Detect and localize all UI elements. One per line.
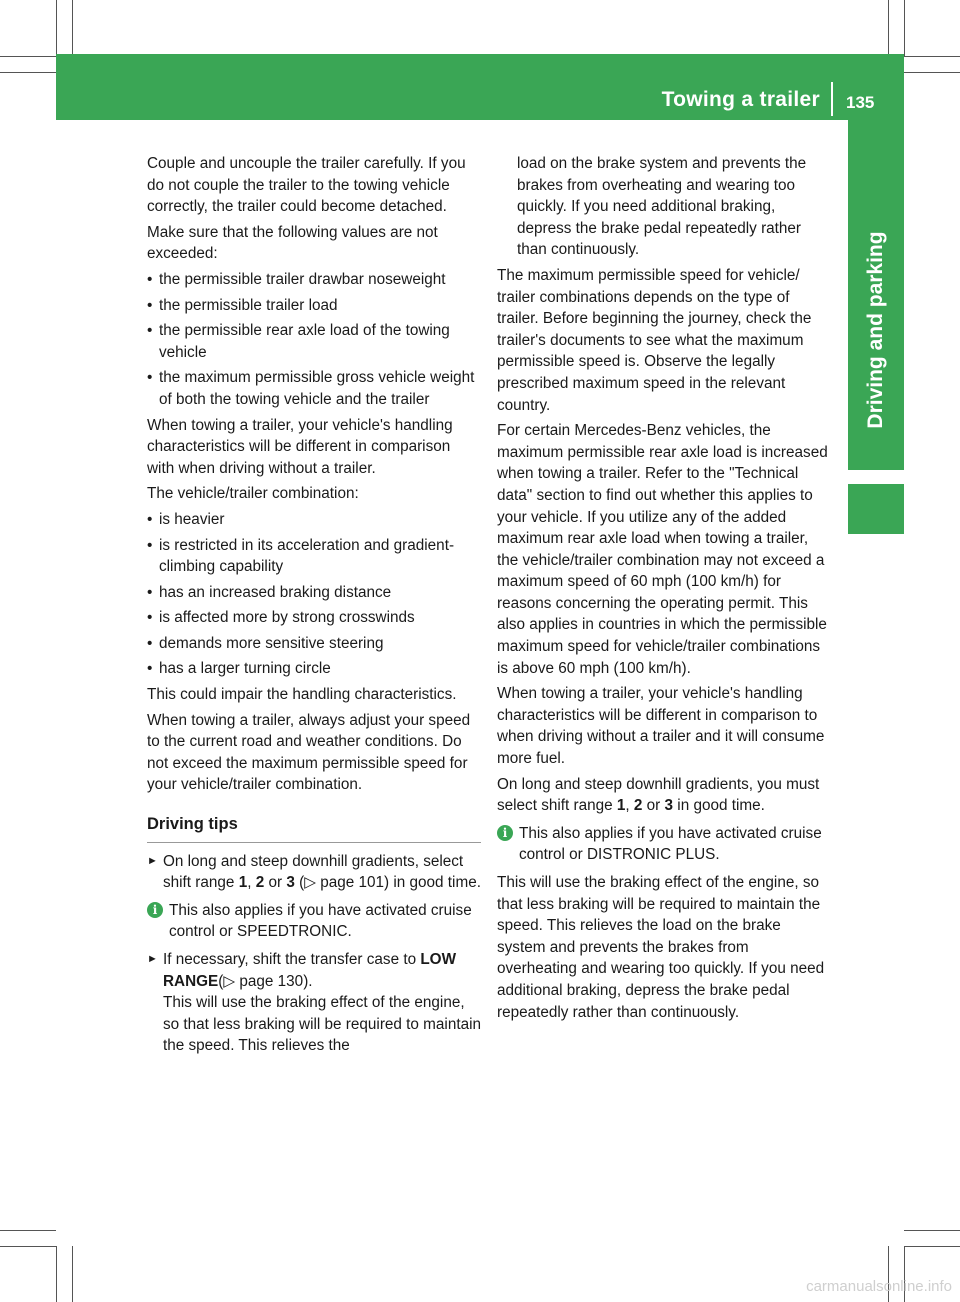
paragraph: The vehicle/trailer combination: <box>147 485 359 503</box>
step-text: , <box>247 874 256 892</box>
paragraph: When towing a trailer, always adjust your speed to the current road and weather conditions. Do not exceed the maximum permissible speed for your vehicle/trailer combination. <box>147 711 471 794</box>
paragraph: The maximum permissible speed for vehicle/ trailer combinations depends on the type of trailer. Before beginning the journey, check the trailer's documents to see what the maximum permissible speed is. Observe the legally prescribed maximum speed in the relevant country. <box>497 266 812 414</box>
list-item: • is restricted in its acceleration and gradient-climbing capability <box>147 535 481 578</box>
crop-mark <box>56 0 57 56</box>
paragraph <box>497 774 831 817</box>
list-item: • the permissible trailer drawbar noseweight <box>147 269 481 291</box>
crop-mark <box>904 1230 960 1231</box>
info-note <box>147 900 481 943</box>
paragraph-text: or <box>642 797 665 815</box>
page-number: 135 <box>846 93 875 112</box>
crop-mark <box>56 1246 57 1302</box>
list-item: • the permissible rear axle load of the towing vehicle <box>147 320 481 363</box>
list-item: • has a larger turning circle <box>147 658 481 680</box>
shift-range-3: 3 <box>664 797 674 815</box>
crop-mark <box>904 56 960 57</box>
shift-range-2: 2 <box>255 874 265 892</box>
paragraph: Couple and uncouple the trailer carefully. If you do not couple the trailer to the towing vehicle correctly, the trailer could become detached. <box>147 155 466 216</box>
page-title: Towing a trailer <box>661 88 820 111</box>
info-note <box>497 823 831 866</box>
info-icon: i <box>497 825 513 841</box>
paragraph: When towing a trailer, your vehicle's handling characteristics will be different in comparison to when driving without a trailer and it will consume more fuel. <box>497 685 825 768</box>
left-column <box>147 153 481 1061</box>
list-item: • is affected more by strong crosswinds <box>147 607 481 629</box>
step-text: ). <box>303 972 313 990</box>
crop-mark <box>0 72 56 73</box>
crop-mark <box>72 1246 73 1302</box>
shift-range-3: 3 <box>286 874 295 892</box>
step-text: If necessary, shift the transfer case to <box>163 951 421 968</box>
instruction-step <box>147 851 481 894</box>
section-side-label: Driving and parking <box>864 231 887 429</box>
instruction-step <box>147 949 481 1057</box>
paragraph: This will use the braking effect of the engine, so that less braking will be required to maintain the speed. This relieves the load on the brake system and prevents the brakes from overheating and wearing too quickly. If you need additional braking, depress the brake pedal repeatedly rather than continuously. <box>497 874 825 1021</box>
info-text: This also applies if you have activated cruise control or DISTRONIC PLUS. <box>519 824 822 864</box>
paragraph-text: , <box>625 797 634 815</box>
paragraph: When towing a trailer, your vehicle's handling characteristics will be different in comparison with when driving without a trailer. <box>147 416 453 477</box>
shift-range-1: 1 <box>616 797 626 815</box>
paragraph: load on the brake system and prevents the brakes from overheating and wearing too quickly. If you need additional braking, depress the brake pedal repeatedly rather than continuously. <box>517 155 807 259</box>
step-text: or <box>264 874 287 892</box>
low-range-label: LOW RANGE <box>163 951 457 990</box>
crop-mark <box>0 1230 56 1231</box>
page-reference[interactable]: ▷ page 130 <box>223 972 304 990</box>
page-reference[interactable]: ▷ page 101 <box>304 874 385 892</box>
watermark: carmanualsonline.info <box>806 1278 952 1295</box>
crop-mark <box>72 0 73 56</box>
crop-mark <box>888 0 889 56</box>
paragraph-text: On long and steep downhill gradients, you must select shift range <box>497 775 820 815</box>
list-item: • demands more sensitive steering <box>147 633 481 655</box>
list-item: • the permissible trailer load <box>147 295 481 317</box>
list-item: • the maximum permissible gross vehicle weight of both the towing vehicle and the trailer <box>147 367 481 410</box>
list-item: • has an increased braking distance <box>147 582 481 604</box>
paragraph: Make sure that the following values are not exceeded: <box>147 223 438 263</box>
section-marker <box>848 484 904 534</box>
step-text: ( <box>218 972 224 990</box>
section-heading: Driving tips <box>147 814 481 843</box>
crop-mark <box>0 1246 56 1247</box>
paragraph-text: in good time. <box>673 797 765 815</box>
paragraph: This could impair the handling characteristics. <box>147 686 457 704</box>
list-item: • is heavier <box>147 509 481 531</box>
shift-range-2: 2 <box>633 797 643 815</box>
crop-mark <box>904 72 960 73</box>
step-text: ) in good time. <box>384 874 481 892</box>
step-text: On long and steep downhill gradients, select shift range <box>163 852 464 892</box>
info-text: This also applies if you have activated cruise control or SPEEDTRONIC. <box>169 901 472 941</box>
crop-mark <box>0 56 56 57</box>
info-icon: i <box>147 902 163 918</box>
step-text: ( <box>294 874 305 892</box>
step-continuation: This will use the braking effect of the engine, so that less braking will be required to maintain the speed. This relieves the <box>163 994 482 1055</box>
right-column <box>497 153 831 1027</box>
shift-range-1: 1 <box>238 874 248 892</box>
paragraph: For certain Mercedes-Benz vehicles, the maximum permissible rear axle load is increased when towing a trailer. Refer to the "Technical data" section to find out whether this applies to your vehicle. If you utilize any of the added maximum rear axle load when towing a trailer, the vehicle/trailer combination may not exceed a maximum speed of 60 mph (100 km/h) for reasons concerning the operating permit. This also applies in countries in which the permissible maximum speed for vehicle/trailer combinations is above 60 mph (100 km/h). <box>497 422 828 677</box>
header-divider <box>831 82 833 116</box>
crop-mark <box>904 1246 960 1247</box>
crop-mark <box>904 0 905 56</box>
